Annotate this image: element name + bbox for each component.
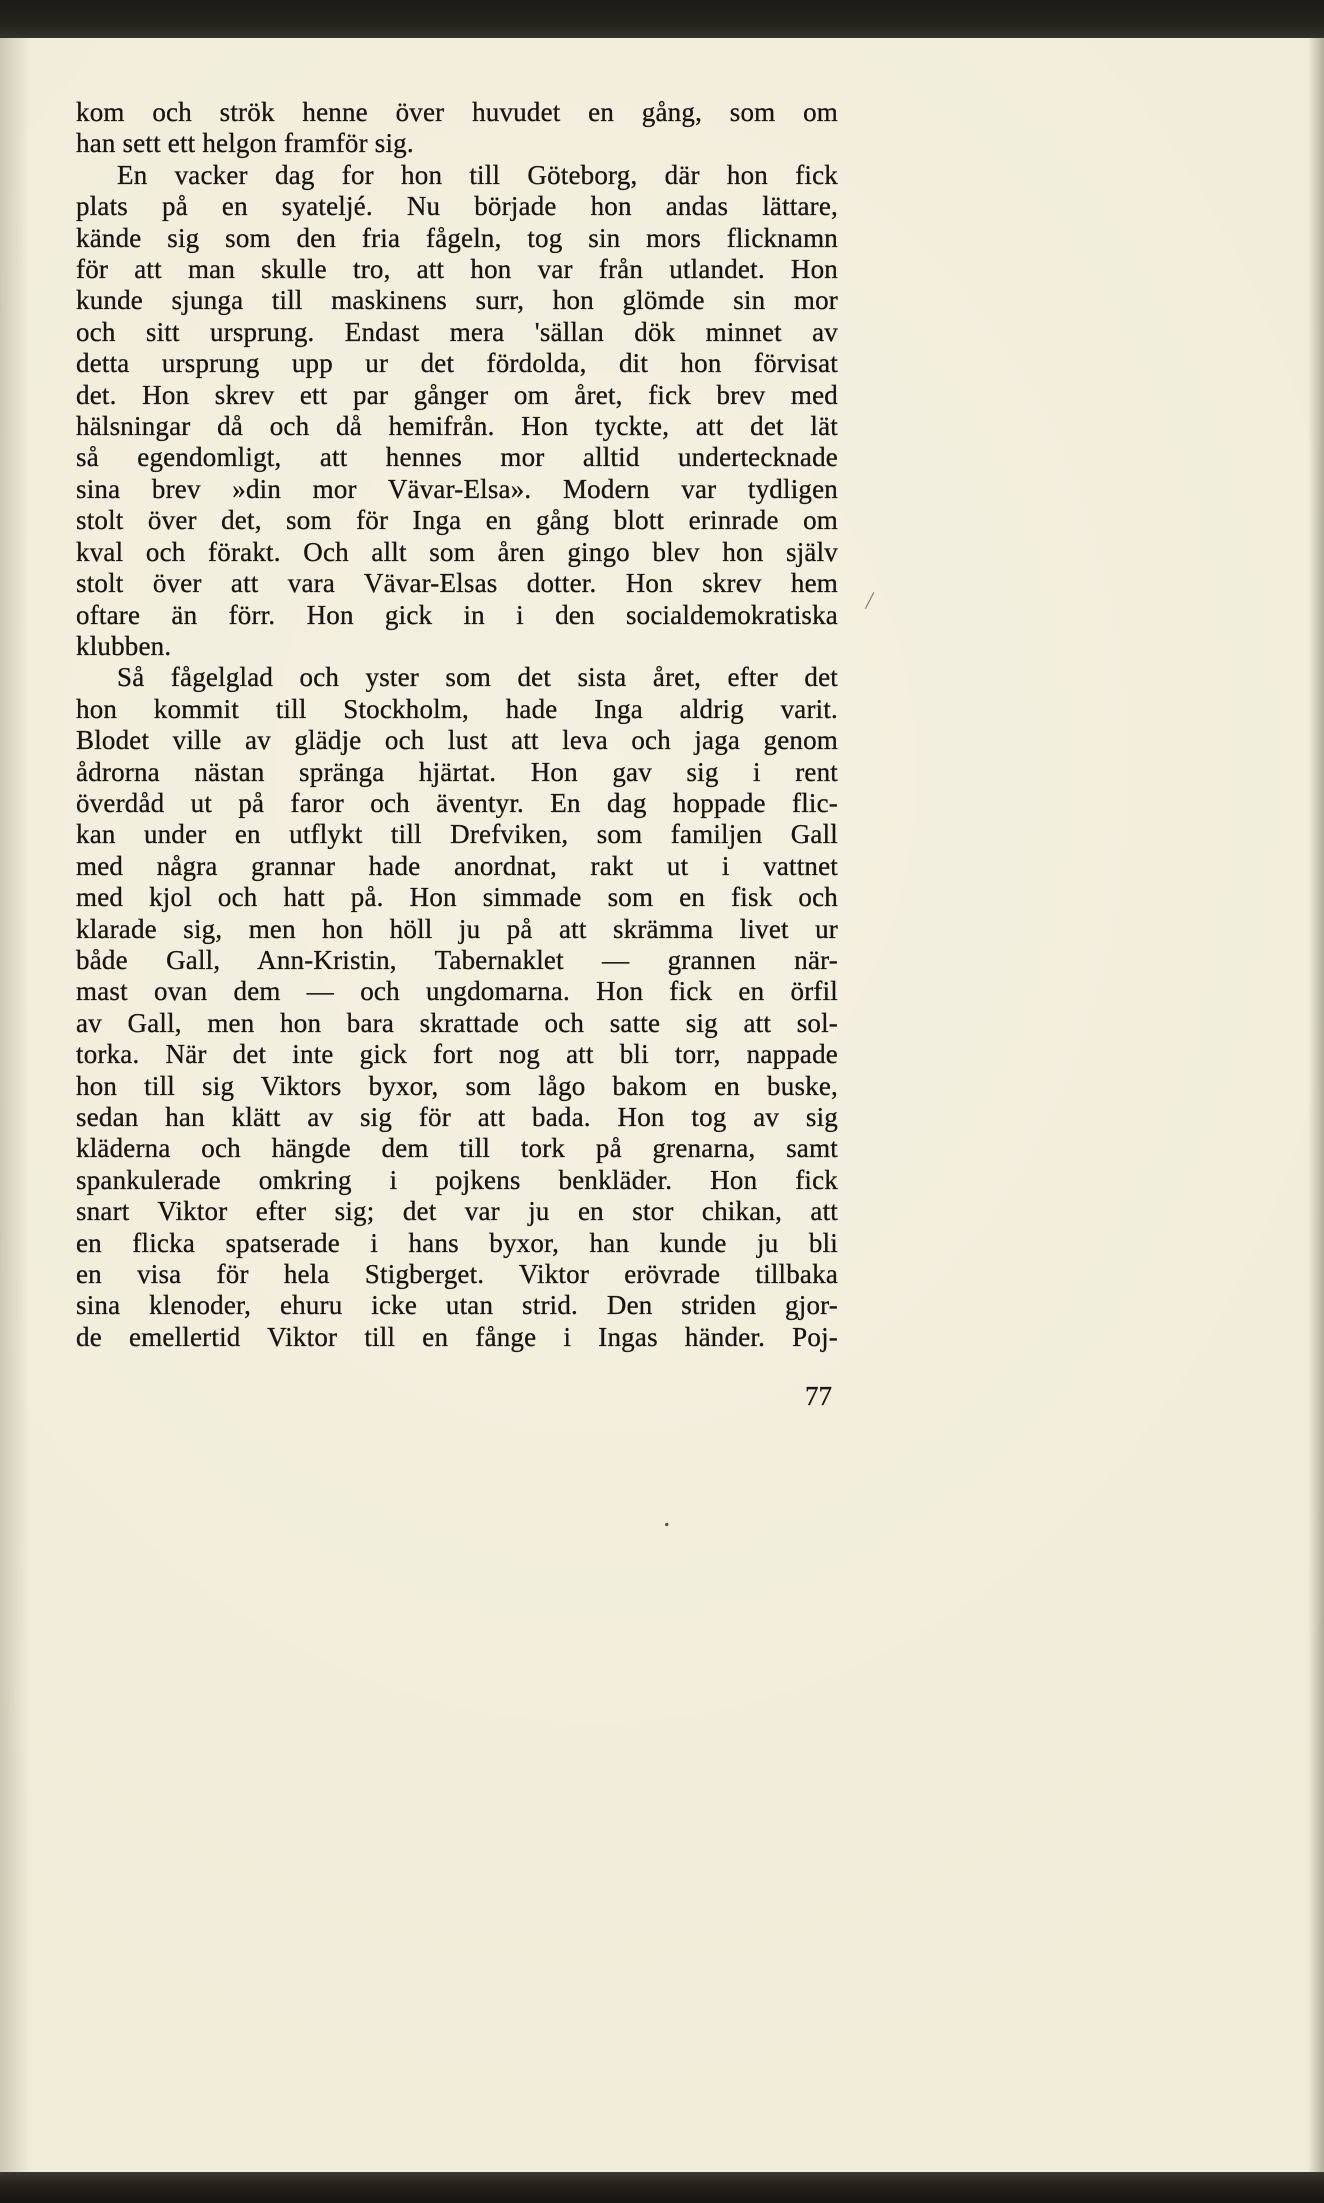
text-line: med kjol och hatt på. Hon simmade som en fisk och — [76, 882, 838, 913]
scan-bottom-band — [0, 2172, 1324, 2203]
text-line: hon kommit till Stockholm, hade Inga aldrig varit. — [76, 693, 838, 724]
text-line: överdåd ut på faror och äventyr. En dag hoppade flic- — [76, 787, 838, 818]
text-line: kval och förakt. Och allt som åren gingo blev hon själv — [76, 536, 838, 567]
text-line: sina brev »din mor Vävar-Elsa». Modern var tydligen — [76, 473, 838, 504]
text-line: stolt över det, som för Inga en gång blott erinrade om — [76, 505, 838, 536]
text-line: mast ovan dem — och ungdomarna. Hon fick en örfil — [76, 976, 838, 1007]
text-line: En vacker dag for hon till Göteborg, där hon fick — [117, 159, 838, 190]
text-line: Så fågelglad och yster som det sista året, efter det — [117, 662, 838, 693]
text-line: han sett ett helgon framför sig. — [76, 128, 414, 159]
text-line: för att man skulle tro, att hon var från utlandet. Hon — [76, 254, 838, 285]
text-line: det. Hon skrev ett par gånger om året, fick brev med — [76, 379, 838, 410]
text-line: en visa för hela Stigberget. Viktor erövrade tillbaka — [76, 1259, 838, 1290]
text-line: kan under en utflykt till Drefviken, som familjen Gall — [76, 819, 838, 850]
text-line: hon till sig Viktors byxor, som lågo bakom en buske, — [76, 1070, 838, 1101]
text-line: kom och strök henne över huvudet en gång, som om — [76, 97, 838, 127]
text-line: de emellertid Viktor till en fånge i Ingas händer. Poj- — [76, 1321, 838, 1352]
scan-top-band — [0, 0, 1324, 38]
text-line: kände sig som den fria fågeln, tog sin mors flicknamn — [76, 222, 838, 253]
text-line: både Gall, Ann-Kristin, Tabernaklet — grannen när- — [76, 944, 838, 975]
text-line: spankulerade omkring i pojkens benkläder. Hon fick — [76, 1164, 838, 1195]
text-line: sina klenoder, ehuru icke utan strid. Den striden gjor- — [76, 1290, 838, 1321]
text-line: torka. När det inte gick fort nog att bli torr, nappade — [76, 1039, 838, 1070]
text-line: klarade sig, men hon höll ju på att skrämma livet ur — [76, 913, 838, 944]
text-line: snart Viktor efter sig; det var ju en stor chikan, att — [76, 1196, 838, 1227]
text-line: kunde sjunga till maskinens surr, hon glömde sin mor — [76, 285, 838, 316]
page-right-edge-shadow — [1308, 38, 1324, 2172]
scan-artifact-slash: / — [864, 585, 876, 616]
text-line: detta ursprung upp ur det fördolda, dit hon förvisat — [76, 348, 838, 379]
page-left-edge-shadow — [0, 38, 30, 2172]
text-line: av Gall, men hon bara skrattade och satte sig att sol- — [76, 1007, 838, 1038]
text-line: klubben. — [76, 630, 172, 661]
page-number: 77 — [805, 1381, 832, 1411]
text-line: med några grannar hade anordnat, rakt ut i vattnet — [76, 850, 838, 881]
scan-artifact-dot: . — [663, 1500, 671, 1533]
text-line: oftare än förr. Hon gick in i den socialdemokratiska — [76, 599, 838, 630]
text-line: Blodet ville av glädje och lust att leva och jaga genom — [76, 725, 838, 756]
text-line: så egendomligt, att hennes mor alltid undertecknade — [76, 442, 838, 473]
text-line: en flicka spatserade i hans byxor, han kunde ju bli — [76, 1227, 838, 1258]
text-line: och sitt ursprung. Endast mera 'sällan dök minnet av — [76, 316, 838, 347]
text-line: hälsningar då och då hemifrån. Hon tyckte, att det lät — [76, 411, 838, 442]
text-line: stolt över att vara Vävar-Elsas dotter. Hon skrev hem — [76, 568, 838, 599]
text-line: kläderna och hängde dem till tork på grenarna, samt — [76, 1133, 838, 1164]
text-line: ådrorna nästan spränga hjärtat. Hon gav sig i rent — [76, 756, 838, 787]
text-line: plats på en syateljé. Nu började hon andas lättare, — [76, 191, 838, 222]
body-text-block — [76, 97, 838, 1353]
text-line: sedan han klätt av sig för att bada. Hon tog av sig — [76, 1102, 838, 1132]
